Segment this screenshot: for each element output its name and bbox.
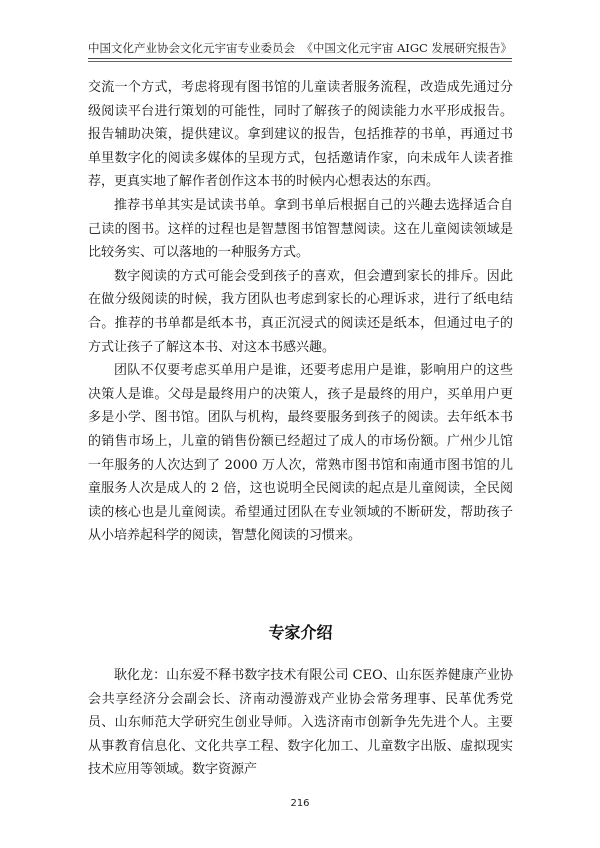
running-header — [88, 40, 512, 60]
paragraph: 团队不仅要考虑买单用户是谁，还要考虑用户是谁，影响用户的这些决策人是谁。父母是最终用户的决策人，孩子是最终的用户，买单用户更多是小学、图书馆。团队与机构，最终要服务到孩子的阅读。去年纸本书的销售市场上，儿童的销售份额已经超过了成人的市场份额。广州少儿馆一年服务的人次达到了 2000 万人次，常熟市图书馆和南通市图书馆的儿童服务人次是成人的 2 倍，这也说明全民阅读的起点是儿童阅读，全民阅读的核心也是儿童阅读。希望通过团队在专业领域的不断研发，帮助孩子从小培养起科学的阅读，智慧化阅读的习惯来。 — [88, 363, 513, 544]
paragraph: 推荐书单其实是试读书单。拿到书单后根据自己的兴趣去选择适合自己读的图书。这样的过程也是智慧图书馆智慧阅读。这在儿童阅读领域是比较务实、可以落地的一种服务方式。 — [88, 197, 513, 261]
body-text — [88, 76, 513, 548]
header-report-title: 《中国文化元宇宙 AIGC 发展研究报告》 — [301, 41, 512, 55]
paragraph: 数字阅读的方式可能会受到孩子的喜欢，但会遭到家长的排斥。因此在做分级阅读的时候，我方团队也考虑到家长的心理诉求，进行了纸电结合。推荐的书单都是纸本书，真正沉浸式的阅读还是纸本，但通过电子的方式让孩子了解这本书、对这本书感兴趣。 — [88, 268, 513, 355]
header-organization: 中国文化产业协会文化元宇宙专业委员会 — [88, 41, 295, 55]
page-number: 216 — [290, 798, 310, 809]
paragraph-continued: 交流一个方式，考虑将现有图书馆的儿童读者服务流程，改造成先通过分级阅读平台进行策划的可能性，同时了解孩子的阅读能力水平形成报告。报告辅助决策，提供建议。拿到建议的报告，包括推荐的书单，再通过书单里数字化的阅读多媒体的呈现方式，包括邀请作家，向未成年人读者推荐，更真实地了解作者创作这本书的时候内心想表达的东西。 — [88, 80, 513, 190]
header-divider — [88, 58, 512, 62]
expert-bio: 耿化龙：山东爱不释书数字技术有限公司 CEO、山东医养健康产业协会共享经济分会副会长、济南动漫游戏产业协会常务理事、民革优秀党员、山东师范大学研究生创业导师。入选济南市创新争先先进个人。主要从事教育信息化、文化共享工程、数字化加工、儿童数字出版、虚拟现实技术应用等领域。数字资源产 — [88, 668, 513, 778]
section-title-expert-intro: 专家介绍 — [268, 623, 333, 642]
